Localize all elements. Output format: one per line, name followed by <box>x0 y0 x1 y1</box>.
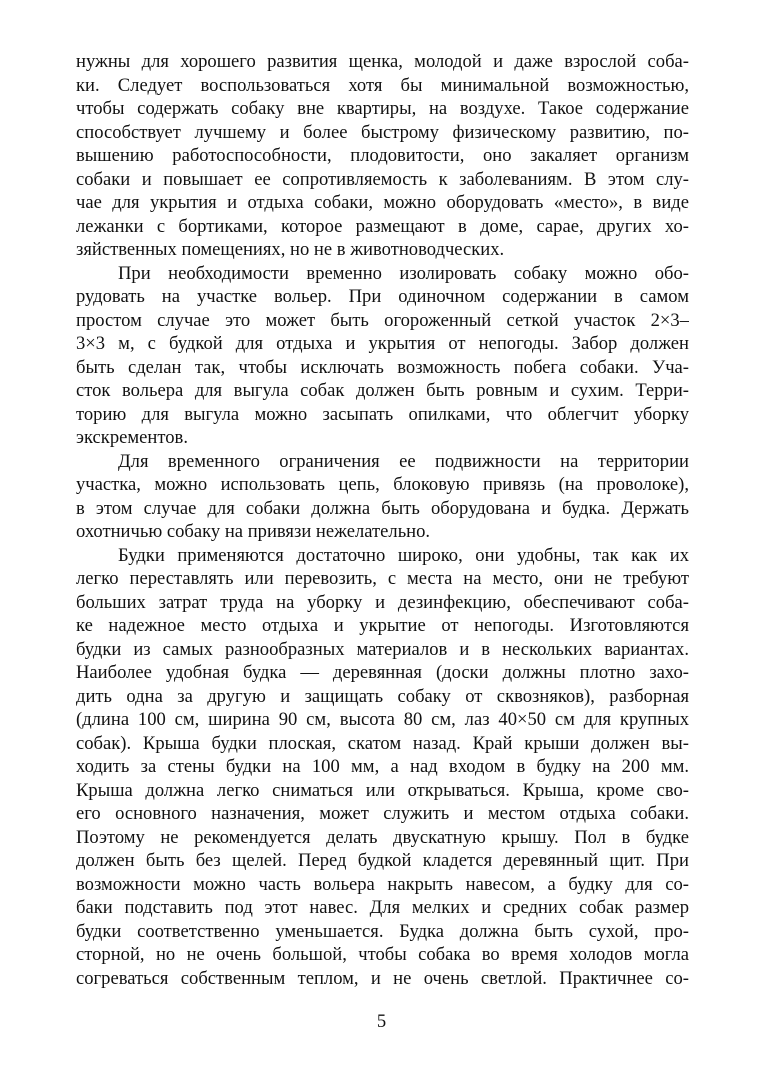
text-line: (длина 100 см, ширина 90 см, высота 80 см, лаз 40×50 см для крупных <box>76 709 689 730</box>
text-line: Будки применяются достаточно широко, они удобны, так как их <box>118 544 689 566</box>
text-line: нужны для хорошего развития щенка, молодой и даже взрослой соба- <box>76 51 689 72</box>
paragraph-1 <box>76 50 689 262</box>
text-line: должен быть без щелей. Перед будкой кладется деревянный щит. При <box>76 850 689 871</box>
text-line: Для временного ограничения ее подвижности на территории <box>118 450 689 472</box>
page-text <box>76 50 689 990</box>
text-line: сторной, но не очень большой, чтобы собака во время холодов могла <box>76 944 689 965</box>
text-line: сток вольера для выгула собак должен быть ровным и сухим. Терри- <box>76 380 689 401</box>
text-line: чтобы содержать собаку вне квартиры, на воздухе. Такое содержание <box>76 98 689 119</box>
text-line: согреваться собственным теплом, и не очень светлой. Практичнее со- <box>76 967 689 989</box>
text-line: При необходимости временно изолировать собаку можно обо- <box>118 262 689 284</box>
text-line: рудовать на участке вольер. При одиночном содержании в самом <box>76 286 689 307</box>
paragraph-2 <box>76 262 689 450</box>
text-line: чае для укрытия и отдыха собаки, можно оборудовать «место», в виде <box>76 192 689 213</box>
text-line: больших затрат труда на уборку и дезинфекцию, обеспечивают соба- <box>76 591 689 613</box>
text-line: способствует лучшему и более быстрому физическому развитию, по- <box>76 121 689 143</box>
text-line: участка, можно использовать цепь, блоковую привязь (на проволоке), <box>76 474 689 495</box>
text-line: в этом случае для собаки должна быть оборудована и будка. Держать <box>76 497 689 519</box>
text-line: собак). Крыша будки плоская, скатом назад. Край крыши должен вы- <box>76 732 689 754</box>
text-line: охотничью собаку на привязи нежелательно. <box>76 521 431 542</box>
text-line: зяйственных помещениях, но не в животноводческих. <box>76 239 505 260</box>
text-line: торию для выгула можно засыпать опилками, что облегчит уборку <box>76 403 689 425</box>
text-line: собаки и повышает ее сопротивляемость к заболеваниям. В этом слу- <box>76 168 689 190</box>
text-line: его основного назначения, может служить и местом отдыха собаки. <box>76 803 689 824</box>
text-line: легко переставлять или перевозить, с места на место, они не требуют <box>76 568 689 589</box>
text-line: будки из самых разнообразных материалов и в нескольких вариантах. <box>76 638 689 660</box>
text-line: лежанки с бортиками, которое размещают в доме, сарае, других хо- <box>76 215 689 237</box>
page-number: 5 <box>376 1011 387 1032</box>
text-line: ки. Следует воспользоваться хотя бы минимальной возможностью, <box>76 74 689 96</box>
text-line: Поэтому не рекомендуется делать двускатную крышу. Пол в будке <box>76 826 689 848</box>
text-line: вышению работоспособности, плодовитости, оно закаляет организм <box>76 145 689 166</box>
text-line: экскрементов. <box>76 427 188 448</box>
text-line: баки подставить под этот навес. Для мелких и средних собак размер <box>76 897 689 918</box>
text-line: будки соответственно уменьшается. Будка должна быть сухой, про- <box>76 920 689 942</box>
text-line: дить одна за другую и защищать собаку от сквозняков), разборная <box>76 685 689 707</box>
text-line: быть сделан так, чтобы исключать возможность побега собаки. Уча- <box>76 356 689 378</box>
text-line: возможности можно часть вольера накрыть навесом, а будку для со- <box>76 873 689 895</box>
text-line: 3×3 м, с будкой для отдыха и укрытия от непогоды. Забор должен <box>76 333 689 354</box>
text-line: ке надежное место отдыха и укрытие от непогоды. Изготовляются <box>76 615 689 636</box>
text-line: Наиболее удобная будка — деревянная (доски должны плотно захо- <box>76 662 689 683</box>
text-line: ходить за стены будки на 100 мм, а над входом в будку на 200 мм. <box>76 756 689 777</box>
paragraph-3 <box>76 450 689 544</box>
text-line: простом случае это может быть огороженный сеткой участок 2×3– <box>76 309 689 331</box>
paragraph-4 <box>76 544 689 991</box>
text-line: Крыша должна легко сниматься или открываться. Крыша, кроме сво- <box>76 779 689 801</box>
